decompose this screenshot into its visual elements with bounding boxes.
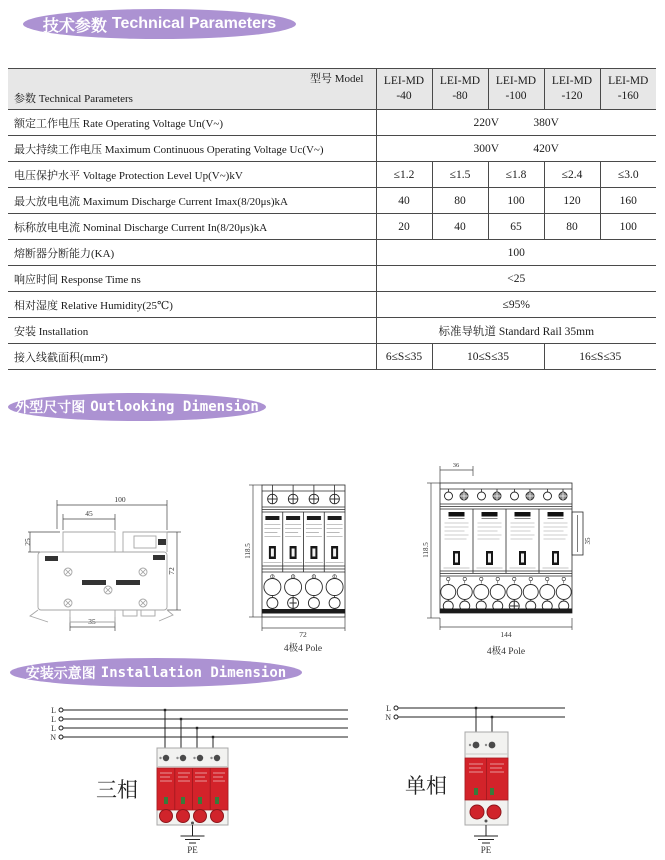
dimension-label: 72 [167, 567, 176, 575]
model-header: LEI-MD -80 [432, 69, 488, 110]
table-row [8, 162, 656, 188]
table-row [8, 240, 656, 266]
table-row [8, 266, 656, 292]
param-label: 安装 Installation [8, 318, 376, 344]
line-label: L [51, 706, 56, 715]
param-label: 电压保护水平 Voltage Protection Level Up(V~)kV [8, 162, 376, 188]
front-view-narrow-drawing [245, 465, 420, 660]
technical-parameters-table [8, 68, 656, 370]
section-banner-installation-dimension [10, 658, 302, 687]
device-side-profile [30, 532, 173, 622]
banner-title-zh: 安装示意图 [25, 664, 96, 681]
dimension-label: 45 [85, 509, 93, 518]
corner-model-label: 型号 Model [310, 73, 364, 85]
dimension-label: 100 [114, 495, 126, 504]
value-cell: 220V 380V [376, 110, 656, 136]
three-phase-wiring-diagram [30, 700, 365, 860]
banner-title-en: Installation Dimension [100, 664, 287, 681]
value-cell: 100 [600, 214, 656, 240]
phase-label: 单相 [405, 774, 447, 798]
device-front-4pole [262, 485, 345, 617]
corner-params-label: 参数 Technical Parameters [14, 92, 133, 105]
value-cell: 标准导轨道 Standard Rail 35mm [376, 318, 656, 344]
device-front-4pole-wide [440, 483, 572, 613]
banner-title-en: Outlooking Dimension [90, 399, 259, 415]
corner-cell [8, 69, 376, 110]
value-cell: ≤3.0 [600, 162, 656, 188]
value-cell: 16≤S≤35 [544, 344, 656, 370]
phase-label: 三相 [96, 778, 138, 802]
parameters-table-body [8, 110, 656, 370]
side-view-drawing [20, 470, 230, 655]
spd-device-photo-1phase [465, 732, 508, 825]
value-cell: 100 [376, 240, 656, 266]
dimension-label: 36 [452, 462, 460, 469]
line-label: L [386, 704, 391, 713]
table-row [8, 188, 656, 214]
dimension-label: 118.5 [422, 542, 430, 558]
value-cell: 65 [488, 214, 544, 240]
value-cell: <25 [376, 266, 656, 292]
value-cell: 120 [544, 188, 600, 214]
single-phase-wiring-diagram [370, 700, 665, 860]
table-header [8, 69, 656, 110]
model-header: LEI-MD -40 [376, 69, 432, 110]
banner-title-zh: 技术参数 [42, 17, 107, 35]
line-label: N [385, 713, 391, 722]
param-label: 接入线截面积(mm²) [8, 344, 376, 370]
param-label: 额定工作电压 Rate Operating Voltage Un(V~) [8, 110, 376, 136]
line-label: L [51, 724, 56, 733]
model-header: LEI-MD -120 [544, 69, 600, 110]
param-label: 相对湿度 Relative Humidity(25℃) [8, 292, 376, 318]
section-banner-outlooking-dimension [8, 393, 266, 421]
param-label: 最大持续工作电压 Maximum Continuous Operating Voltage Uc(V~) [8, 136, 376, 162]
table-row [8, 136, 656, 162]
table-row [8, 214, 656, 240]
value-cell: 300V 420V [376, 136, 656, 162]
dimension-label: 72 [299, 630, 307, 639]
value-cell: ≤1.8 [488, 162, 544, 188]
table-row [8, 318, 656, 344]
drawing-caption: 4极4 Pole [486, 647, 526, 657]
models-row [8, 69, 656, 110]
section-banner-technical-parameters [23, 9, 296, 39]
model-header: LEI-MD -160 [600, 69, 656, 110]
value-cell: 80 [432, 188, 488, 214]
value-cell: ≤1.2 [376, 162, 432, 188]
param-label: 标称放电电流 Nominal Discharge Current In(8/20μs)kA [8, 214, 376, 240]
pe-label: PE [480, 845, 492, 855]
value-cell: 40 [432, 214, 488, 240]
dimension-label: 35 [584, 537, 592, 545]
value-cell: 10≤S≤35 [432, 344, 544, 370]
value-cell: ≤2.4 [544, 162, 600, 188]
banner-title-en: Technical Parameters [111, 15, 277, 32]
pe-label: PE [187, 845, 198, 855]
front-view-wide-drawing [422, 458, 665, 663]
param-label: 熔断器分断能力(KA) [8, 240, 376, 266]
value-cell: 80 [544, 214, 600, 240]
value-cell: 6≤S≤35 [376, 344, 432, 370]
value-cell: 40 [376, 188, 432, 214]
value-cell: 160 [600, 188, 656, 214]
param-label: 最大放电电流 Maximum Discharge Current Imax(8/20μs)kA [8, 188, 376, 214]
dimension-label: 35 [88, 617, 96, 626]
ground-symbol [474, 825, 498, 843]
line-label: L [51, 715, 56, 724]
ground-symbol [181, 825, 205, 843]
dimension-label: 118.5 [244, 543, 252, 559]
dimension-label: 144 [500, 630, 512, 639]
model-header: LEI-MD -100 [488, 69, 544, 110]
param-label: 响应时间 Response Time ns [8, 266, 376, 292]
value-cell: 100 [488, 188, 544, 214]
value-cell: ≤1.5 [432, 162, 488, 188]
table-row [8, 344, 656, 370]
spd-device-photo-3phase [157, 748, 228, 825]
dimension-label: 25 [23, 538, 32, 546]
drawing-caption: 4极4 Pole [283, 644, 323, 654]
table-row [8, 110, 656, 136]
line-label: N [50, 733, 56, 742]
value-cell: ≤95% [376, 292, 656, 318]
banner-title-zh: 外型尺寸图 [15, 399, 86, 415]
value-cell: 20 [376, 214, 432, 240]
table-row [8, 292, 656, 318]
